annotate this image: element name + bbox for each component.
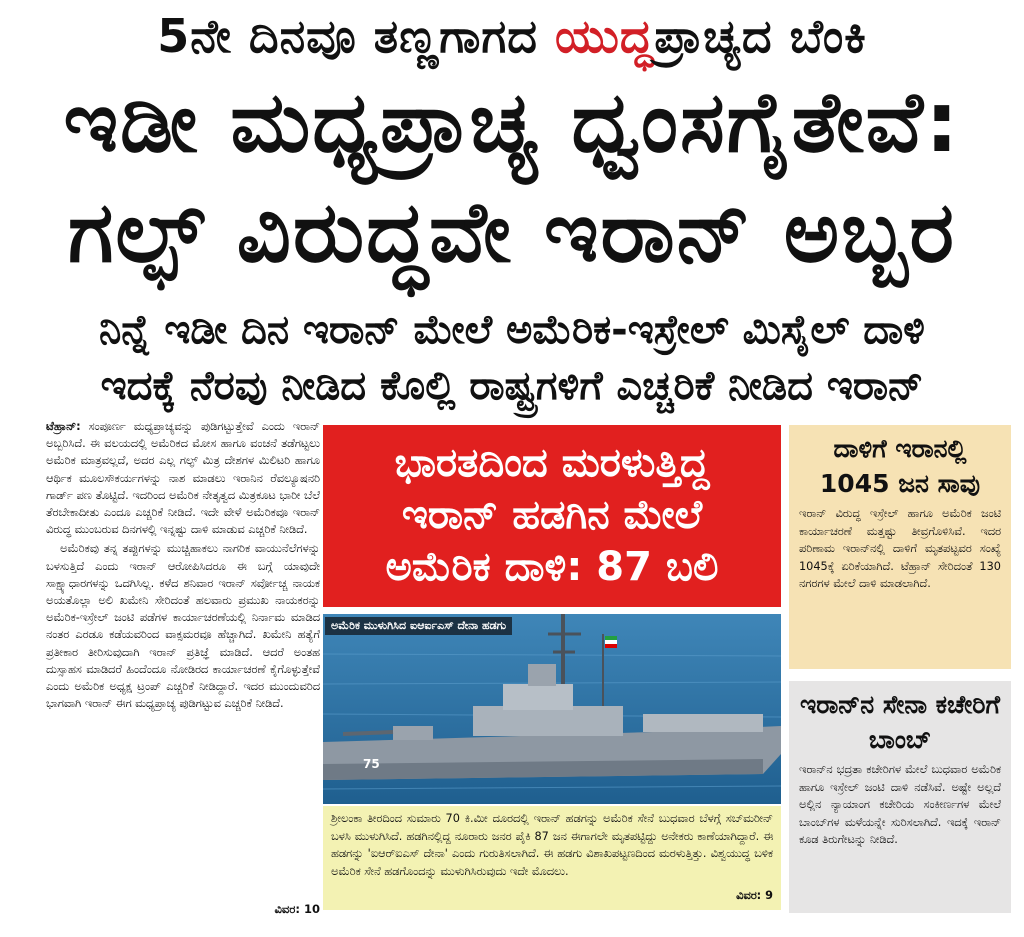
kicker-text-start: 5ನೇ ದಿನವೂ ತಣ್ಣಗಾಗದ — [157, 9, 556, 63]
sidebar-military-office — [789, 681, 1011, 913]
warship-illustration — [323, 614, 781, 804]
main-headline-line1: ಇಡೀ ಮಧ್ಯಪ್ರಾಚ್ಯ ಧ್ವಂಸಗೈತೇವೆ: — [63, 73, 961, 171]
red-box-line3: ಅಮೆರಿಕ ದಾಳಿ: 87 ಬಲಿ — [385, 544, 719, 590]
hull-number: 75 — [363, 757, 380, 771]
subheadline-line1: ನಿನ್ನೆ ಇಡೀ ದಿನ ಇರಾನ್ ಮೇಲೆ ಅಮೆರಿಕ-ಇಸ್ರೇಲ್ ಮಿಸೈಲ್ ದಾಳಿ — [98, 307, 925, 353]
story-continued-ref: ವಿವರ: 10 — [274, 901, 320, 916]
subheadline-line2: ಇದಕ್ಕೆ ನೆರವು ನೀಡಿದ ಕೊಲ್ಲಿ ರಾಷ್ಟ್ರಗಳಿಗೆ ಎಚ್ಚರಿಕೆ ನೀಡಿದ ಇರಾನ್ — [100, 363, 924, 409]
photo-caption-text: ಶ್ರೀಲಂಕಾ ತೀರದಿಂದ ಸುಮಾರು 70 ಕಿ.ಮೀ ದೂರದಲ್ಲಿ ಇರಾನ್ ಹಡಗನ್ನು ಅಮೆರಿಕ ಸೇನೆ ಬುಧವಾರ ಬೆಳಗ್ಗೆ ಸಬ್‌ಮರೀನ್ ಬಳಸಿ ಮುಳುಗಿಸಿದೆ. ಹಡಗಿನಲ್ಲಿದ್ದ ನೂರಾರು ಜನರ ಪೈಕಿ 87 ಜನ ಈಗಾಗಲೇ ಮೃತಪಟ್ಟಿದ್ದು ಅನೇಕರು ಕಾಣೆಯಾಗಿದ್ದಾರೆ. ಈ ಹಡಗನ್ನು 'ಐಆರ್‌ಐಎಸ್ ದೇನಾ' ಎಂದು ಗುರುತಿಸಲಾಗಿದೆ. ಈ ಹಡಗು ವಿಶಾಖಪಟ್ಟಣದಿಂದ ಮರಳುತ್ತಿತ್ತು. ವಿಶ್ವಯುದ್ಧ ಬಳಿಕ ಅಮೆರಿಕ ಸೇನೆ ಹಡಗೊಂದನ್ನು ಮುಳುಗಿಸಿರುವುದು ಇದೇ ಮೊದಲು. — [331, 812, 773, 878]
sidebar1-heading: ದಾಳಿಗೆ ಇರಾನಲ್ಲಿ 1045 ಜನ ಸಾವು — [819, 434, 981, 498]
story-dateline: ಟೆಹ್ರಾನ್: — [46, 420, 81, 433]
photo-caption-box — [323, 806, 781, 910]
main-headline-line2: ಗಲ್ಫ್ ವಿರುದ್ಧವೇ ಇರಾನ್ ಅಬ್ಬರ — [67, 183, 956, 281]
kicker-highlight: ಯುದ್ಧ — [555, 9, 655, 63]
photo-caption-tag: ಅಮೆರಿಕ ಮುಳುಗಿಸಿದ ಐಆರ್ಐಎಸ್ ದೇನಾ ಹಡಗು — [325, 617, 512, 635]
red-headline-box — [323, 425, 781, 607]
sidebar-death-toll — [789, 425, 1011, 669]
sidebar2-body: ಇರಾನ್‌ನ ಭದ್ರತಾ ಕಚೇರಿಗಳ ಮೇಲೆ ಬುಧವಾರ ಅಮೆರಿಕ ಹಾಗೂ ಇಸ್ರೇಲ್ ಜಂಟಿ ದಾಳಿ ನಡೆಸಿವೆ. ಅಷ್ಟೇ ಅಲ್ಲದೆ ಅಲ್ಲಿನ ನ್ಯಾಯಾಂಗ ಕಚೇರಿಯ ಸಂಕೀರ್ಣಗಳ ಮೇಲೆ ಬಾಂಬ್‌ಗಳ ಮಳೆಯನ್ನೇ ಸುರಿಸಲಾಗಿದೆ. ಇದಕ್ಕೆ ಇರಾನ್ ಕೂಡ ತಿರುಗೇಟನ್ನು ನೀಡಿದೆ. — [799, 763, 1001, 847]
caption-continued-ref: ವಿವರ: 9 — [736, 888, 773, 902]
warship-photo — [323, 614, 781, 804]
story-paragraph-1-text: ಸಂಪೂರ್ಣ ಮಧ್ಯಪ್ರಾಚ್ಯವನ್ನು ಪುಡಿಗಟ್ಟುತ್ತೇವೆ ಎಂದು ಇರಾನ್ ಅಬ್ಬರಿಸಿದೆ. ಈ ವಲಯದಲ್ಲಿ ಅಮೆರಿಕದ ಮೋಸ ಹಾಗೂ ವಂಚನೆ ತಡೆಗಟ್ಟಲು ಅಮೆರಿಕ ಮಾತ್ರವಲ್ಲದೆ, ಅದರ ಎಲ್ಲ ಗಲ್ಫ್ ಮಿತ್ರ ದೇಶಗಳ ಮಿಲಿಟರಿ ಹಾಗೂ ಆರ್ಥಿಕ ಮೂಲಸೌಕರ್ಯಗಳನ್ನು ನಾಶ ಮಾಡಲು ಇರಾನಿನ ರೆವಲ್ಯೂಷನರಿ ಗಾರ್ಡ್ ಪಣ ತೊಟ್ಟಿದೆ. ಇದರಿಂದ ಅಮೆರಿಕ ನೇತೃತ್ವದ ಮಿತ್ರಕೂಟ ಭಾರೀ ಬೆಲೆ ತೆರಬೇಕಾದೀತು ಎಂದೂ ಎಚ್ಚರಿಕೆ ನೀಡಿದೆ. ಇದೇ ವೇಳೆ ಅಮೆರಿಕವೂ ಇರಾನ್ ವಿರುದ್ಧ ಮುಂಬರುವ ದಿನಗಳಲ್ಲಿ ಇನ್ನಷ್ಟು ದಾಳಿ ಮಾಡುವ ಎಚ್ಚರಿಕೆ ನೀಡಿದೆ. — [46, 420, 321, 537]
sidebar2-heading: ಇರಾನ್‌ನ ಸೇನಾ ಕಚೇರಿಗೆ ಬಾಂಬ್ — [799, 690, 1001, 754]
kicker-text-end: ಪ್ರಾಚ್ಯದ ಬೆಂಕಿ — [654, 9, 867, 63]
sidebar1-body: ಇರಾನ್ ವಿರುದ್ಧ ಇಸ್ರೇಲ್ ಹಾಗೂ ಅಮೆರಿಕ ಜಂಟಿ ಕಾರ್ಯಾಚರಣೆ ಮತ್ತಷ್ಟು ತೀವ್ರಗೊಳಿಸಿವೆ. ಇದರ ಪರಿಣಾಮ ಇರಾನ್‌ನಲ್ಲಿ ದಾಳಿಗೆ ಮೃತಪಟ್ಟವರ ಸಂಖ್ಯೆ 1045ಕ್ಕೆ ಏರಿಕೆಯಾಗಿದೆ. ಟೆಹ್ರಾನ್ ಸೇರಿದಂತೆ 130 ನಗರಗಳ ಮೇಲೆ ದಾಳಿ ಮಾಡಲಾಗಿದೆ. — [799, 507, 1001, 591]
red-box-line2: ಇರಾನ್ ಹಡಗಿನ ಮೇಲೆ — [401, 492, 703, 538]
main-story-column — [46, 418, 320, 918]
story-paragraph-1 — [46, 418, 320, 538]
red-box-line1: ಭಾರತದಿಂದ ಮರಳುತ್ತಿದ್ದ — [394, 440, 710, 486]
story-paragraph-2: ಅಮೆರಿಕವು ತನ್ನ ತಪ್ಪುಗಳನ್ನು ಮುಚ್ಚಿಹಾಕಲು ನಾಗರಿಕ ವಾಯುನೆಲೆಗಳನ್ನು ಬಳಸುತ್ತಿದೆ ಎಂದು ಇರಾನ್ ಆರೋಪಿಸಿದರೂ ಈ ಬಗ್ಗೆ ಯಾವುದೇ ಸಾಕ್ಷ್ಯಾಧಾರಗಳನ್ನು ಒದಗಿಸಿಲ್ಲ. ಕಳೆದ ಶನಿವಾರ ಇರಾನ್ ಸರ್ವೋಚ್ಚ ನಾಯಕ ಅಯತೊಲ್ಲಾ ಅಲಿ ಖಮೇನಿ ಸೇರಿದಂತೆ ಹಲವಾರು ಪ್ರಮುಖ ನಾಯಕರನ್ನು ಅಮೆರಿಕ-ಇಸ್ರೇಲ್ ಜಂಟಿ ಪಡೆಗಳ ಕಾರ್ಯಾಚರಣೆಯಲ್ಲಿ ನಿರ್ನಾಮ ಮಾಡಿದ ನಂತರ ಎರಡೂ ಕಡೆಯವರಿಂದ ವಾಕ್ಸಮರವೂ ಹೆಚ್ಚಾಗಿದೆ. ಖಮೇನಿ ಹತ್ಯೆಗೆ ಪ್ರತೀಕಾರ ತೀರಿಸುವುದಾಗಿ ಇರಾನ್ ಪ್ರತಿಜ್ಞೆ ಮಾಡಿದೆ. ಆದರೆ ಅಂತಹ ದುಸ್ಸಾಹಸ ಮಾಡಿದರೆ ಹಿಂದೆಂದೂ ನೋಡಿರದ ಕಾರ್ಯಾಚರಣೆ ಕೈಗೊಳ್ಳುತ್ತೇವೆ ಎಂದು ಅಮೆರಿಕ ಅಧ್ಯಕ್ಷ ಟ್ರಂಪ್ ಎಚ್ಚರಿಕೆ ನೀಡಿದ್ದಾರೆ. ಇದರ ಮುಂದುವರಿದ ಭಾಗವಾಗಿ ಇರಾನ್ ಈಗ ಮಧ್ಯಪ್ರಾಚ್ಯ ಪುಡಿಗಟ್ಟುವ ಎಚ್ಚರಿಕೆ ನೀಡಿದೆ. — [46, 542, 320, 711]
kicker-headline — [0, 6, 1024, 66]
